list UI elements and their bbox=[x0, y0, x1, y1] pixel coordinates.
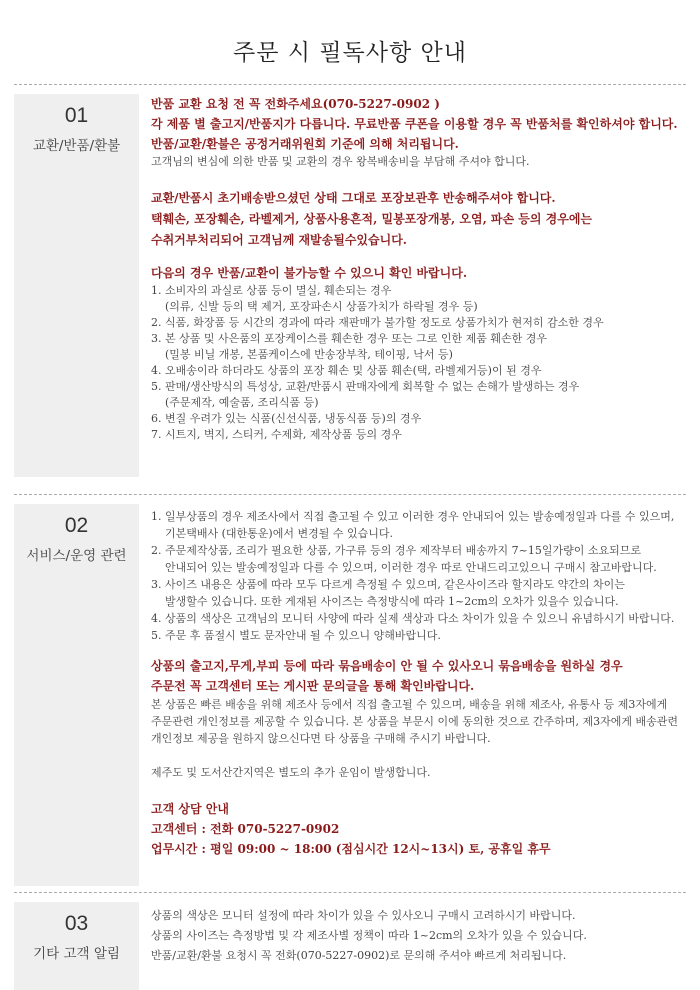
list-item: 7. 시트지, 벽지, 스티커, 수제화, 제작상품 등의 경우 bbox=[151, 428, 402, 441]
list-item: 5. 주문 후 품절시 별도 문자안내 될 수 있으니 양해바랍니다. bbox=[151, 629, 441, 642]
notice-line: 고객센터 : 전화 070-5227-0902 bbox=[151, 822, 340, 836]
notice-line: 각 제품 별 출고지/반품지가 다릅니다. 무료반품 쿠폰을 이용할 경우 꼭 반품처를 확인하셔야 합니다. bbox=[151, 117, 678, 131]
notice-line: 택훼손, 포장훼손, 라벨제거, 상품사용흔적, 밀봉포장개봉, 오염, 파손 등의 경우에는 bbox=[151, 212, 593, 226]
section-header bbox=[14, 902, 139, 990]
section-exchange-return bbox=[0, 84, 700, 494]
list-item: 5. 판매/생산방식의 특성상, 교환/반품시 판매자에게 회복할 수 없는 손해가 발생하는 경우 bbox=[151, 380, 580, 393]
section-header bbox=[14, 94, 139, 477]
notice-line: 다음의 경우 반품/교환이 불가능할 수 있으니 확인 바랍니다. bbox=[151, 266, 468, 280]
list-item: 6. 변질 우려가 있는 식품(신선식품, 냉동식품 등)의 경우 bbox=[151, 412, 422, 425]
list-item: 1. 일부상품의 경우 제조사에서 직접 출고될 수 있고 이러한 경우 안내되어 있는 발송예정일과 다를 수 있으며, bbox=[151, 510, 675, 523]
list-item: 안내되어 있는 발송예정일과 다를 수 있으며, 이러한 경우 따로 안내드리고있으니 구매시 참고바랍니다. bbox=[165, 561, 657, 574]
section-content bbox=[151, 94, 688, 443]
text-line: 본 상품은 빠른 배송을 위해 제조사 등에서 직접 출고될 수 있으며, 배송을 위해 제조사, 유통사 등 제3자에게 bbox=[151, 698, 668, 711]
notice-line: 수취거부처리되어 고객님께 재발송될수있습니다. bbox=[151, 233, 407, 247]
notice-line: 고객 상담 안내 bbox=[151, 802, 229, 816]
list-item: 4. 상품의 색상은 고객님의 모니터 사양에 따라 실제 색상과 다소 차이가 있을 수 있으니 유념하시기 바랍니다. bbox=[151, 612, 675, 625]
text-line: 주문관련 개인정보를 제공할 수 있습니다. 본 상품을 부문시 이에 동의한 것으로 간주하며, 제3자에게 배송관련 bbox=[151, 715, 678, 728]
list-item: 발생할수 있습니다. 또한 게재된 사이즈는 측정방식에 따라 1~2cm의 오차가 있을수 있습니다. bbox=[165, 595, 619, 608]
text-line: 개인정보 제공을 원하지 않으신다면 타 상품을 구매해 주시기 바랍니다. bbox=[151, 732, 491, 745]
page-title: 주문 시 필독사항 안내 bbox=[233, 40, 467, 66]
list-item: (의류, 신발 등의 택 제거, 포장파손시 상품가치가 하락될 경우 등) bbox=[165, 300, 478, 313]
list-item: 3. 사이즈 내용은 상품에 따라 모두 다르게 측정될 수 있으며, 같은사이즈라 할지라도 약간의 차이는 bbox=[151, 578, 625, 591]
list-item: 2. 주문제작상품, 조리가 필요한 상품, 가구류 등의 경우 제작부터 배송까지 7~15일가량이 소요되므로 bbox=[151, 544, 641, 557]
section-divider bbox=[14, 84, 686, 85]
list-item: (밀봉 비닐 개봉, 본품케이스에 반송장부착, 테이핑, 낙서 등) bbox=[165, 348, 453, 361]
section-label: 교환/반품/환불 bbox=[32, 138, 121, 154]
notice-line: 교환/반품시 초기배송받으셨던 상태 그대로 포장보관후 반송해주셔야 합니다. bbox=[151, 191, 556, 205]
section-divider bbox=[14, 892, 686, 893]
section-number: 02 bbox=[64, 514, 89, 537]
list-item: 기본택배사 (대한통운)에서 변경될 수 있습니다. bbox=[165, 527, 393, 540]
section-other-notices bbox=[0, 892, 700, 990]
notice-line: 업무시간 : 평일 09:00 ~ 18:00 (점심시간 12시~13시) 토, 공휴일 휴무 bbox=[151, 842, 551, 856]
section-header bbox=[14, 504, 139, 886]
text-line: 상품의 색상은 모니터 설정에 따라 차이가 있을 수 있사오니 구매시 고려하시기 바랍니다. bbox=[151, 909, 576, 922]
section-label: 서비스/운영 관련 bbox=[26, 548, 127, 564]
section-service-operation bbox=[0, 494, 700, 892]
section-number: 01 bbox=[64, 104, 89, 127]
list-item: 1. 소비자의 과실로 상품 등이 멸실, 훼손되는 경우 bbox=[151, 284, 392, 297]
section-label: 기타 고객 알림 bbox=[33, 946, 120, 962]
notice-line: 반품/교환/환불은 공정거래위원회 기준에 의해 처리됩니다. bbox=[151, 137, 459, 151]
notice-line: 주문전 꼭 고객센터 또는 게시판 문의글을 통해 확인바랍니다. bbox=[151, 679, 475, 693]
section-content bbox=[151, 508, 688, 859]
list-item: 3. 본 상품 및 사은품의 포장케이스를 훼손한 경우 또는 그로 인한 제품 훼손한 경우 bbox=[151, 332, 547, 345]
list-item: 4. 오배송이라 하더라도 상품의 포장 훼손 및 상품 훼손(택, 라벨제거등)이 된 경우 bbox=[151, 364, 542, 377]
list-item: (주문제작, 예술품, 조리식품 등) bbox=[165, 396, 319, 409]
section-divider bbox=[14, 494, 686, 495]
text-line: 제주도 및 도서산간지역은 별도의 추가 운임이 발생합니다. bbox=[151, 766, 431, 779]
notice-line: 반품 교환 요청 전 꼭 전화주세요(070-5227-0902 ) bbox=[151, 97, 440, 111]
section-number: 03 bbox=[64, 912, 89, 935]
list-item: 2. 식품, 화장품 등 시간의 경과에 따라 재판매가 불가할 정도로 상품가치가 현저히 감소한 경우 bbox=[151, 316, 604, 329]
text-line: 상품의 사이즈는 측정방법 및 각 제조사별 정책이 따라 1~2cm의 오차가 있을 수 있습니다. bbox=[151, 929, 587, 942]
text-line: 반품/교환/환불 요청시 꼭 전화(070-5227-0902)로 문의해 주셔야 빠르게 처리됩니다. bbox=[151, 949, 567, 962]
text-line: 고객님의 변심에 의한 반품 및 교환의 경우 왕복배송비을 부담해 주셔야 합니다. bbox=[151, 155, 530, 168]
notice-line: 상품의 출고지,무게,부피 등에 따라 묶음배송이 안 될 수 있사오니 묶음배송을 원하실 경우 bbox=[151, 659, 623, 673]
section-content bbox=[151, 906, 688, 966]
